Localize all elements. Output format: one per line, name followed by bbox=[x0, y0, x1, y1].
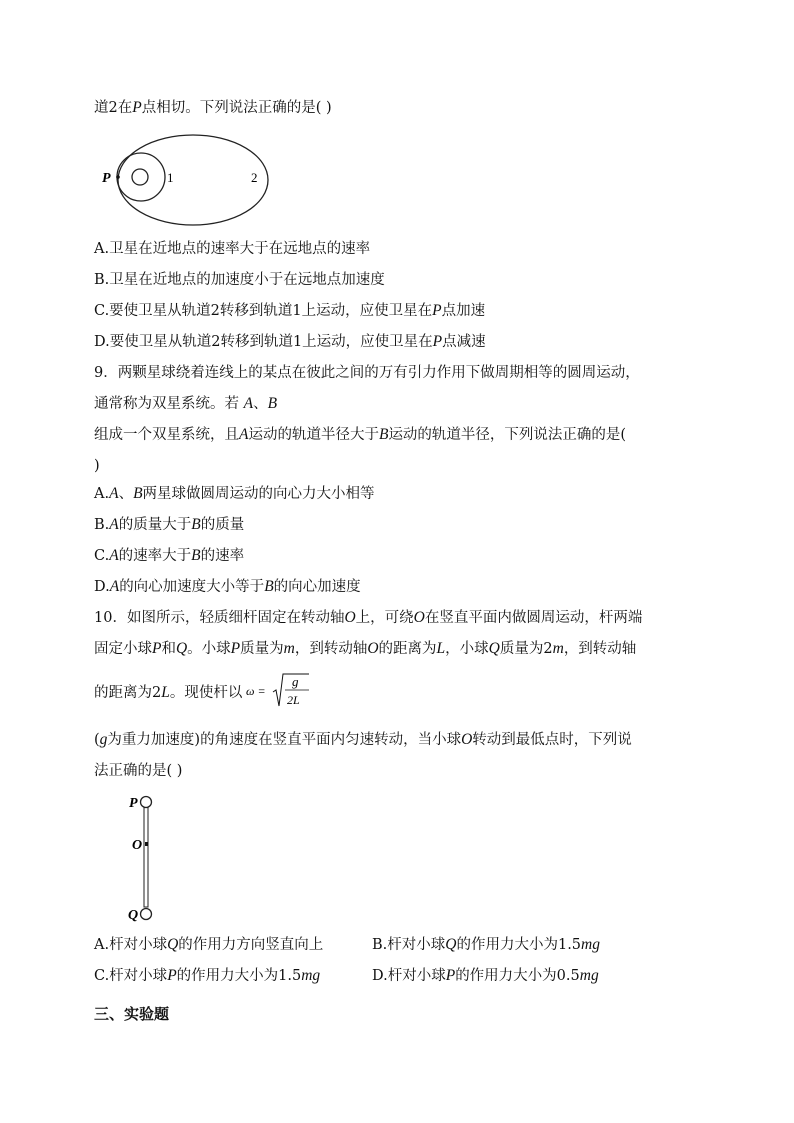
rod-diagram bbox=[98, 790, 198, 925]
math-variable: A bbox=[109, 516, 119, 533]
text-line bbox=[94, 239, 370, 259]
text-segment: C. bbox=[94, 548, 110, 564]
text-segment: 、 bbox=[118, 486, 134, 502]
orbit-diagram bbox=[95, 125, 275, 230]
text-segment: 的距离为2 bbox=[94, 685, 162, 701]
text-line bbox=[94, 98, 332, 118]
text-line bbox=[94, 270, 385, 290]
math-variable: P bbox=[167, 967, 177, 984]
math-variable: L bbox=[161, 684, 170, 701]
math-variable: Q bbox=[167, 936, 179, 953]
formula-lhs: ω = bbox=[246, 684, 266, 698]
math-variable: B bbox=[264, 578, 274, 595]
text-segment: 质量为2 bbox=[499, 641, 553, 657]
text-segment: 通常称为双星系统。若 bbox=[94, 396, 244, 412]
text-line bbox=[94, 546, 244, 566]
text-segment: ( bbox=[94, 732, 100, 748]
text-segment: 点加速 bbox=[441, 303, 486, 319]
math-variable: B bbox=[267, 395, 278, 412]
point-p bbox=[116, 175, 120, 179]
text-segment: 为重力加速度)的角速度在竖直平面内匀速转动，当小球 bbox=[107, 732, 462, 748]
text-segment: A. bbox=[94, 486, 110, 502]
text-segment: D.杆对小球 bbox=[372, 968, 446, 984]
omega-formula bbox=[246, 670, 316, 710]
math-variable: Q bbox=[175, 640, 188, 657]
ball-p bbox=[141, 797, 152, 808]
math-variable: A bbox=[109, 547, 119, 564]
text-segment: 的速率 bbox=[200, 548, 245, 564]
label-orbit-2: 2 bbox=[251, 170, 258, 185]
math-variable: O bbox=[461, 731, 473, 748]
math-variable: O bbox=[413, 609, 425, 626]
math-variable: Q bbox=[488, 640, 500, 657]
text-segment: 转动到最低点时，下列说 bbox=[472, 732, 632, 748]
math-variable: L bbox=[436, 640, 446, 657]
text-segment: C.杆对小球 bbox=[94, 968, 168, 984]
math-variable: B bbox=[133, 485, 143, 502]
math-variable: P bbox=[230, 640, 241, 657]
answer-option bbox=[372, 935, 600, 955]
text-segment: 的质量大于 bbox=[118, 517, 192, 533]
answer-option bbox=[94, 935, 323, 955]
text-line bbox=[94, 639, 636, 659]
answer-option bbox=[94, 966, 320, 986]
text-segment: 、 bbox=[253, 396, 268, 412]
text-segment: 。现使杆以 bbox=[169, 685, 243, 701]
label-p: P bbox=[102, 171, 111, 186]
rod bbox=[144, 807, 148, 907]
ball-q bbox=[141, 909, 152, 920]
text-segment: 的距离为 bbox=[378, 641, 437, 657]
math-variable: B bbox=[191, 516, 201, 533]
section-heading: 三、实验题 bbox=[94, 1005, 170, 1023]
text-segment: 的质量 bbox=[200, 517, 245, 533]
text-segment: 9．两颗星球绕着连线上的某点在彼此之间的万有引力作用下做周期相等的圆周运动， bbox=[94, 365, 640, 381]
text-segment: 点减速 bbox=[442, 334, 486, 350]
label-o: O bbox=[132, 838, 143, 853]
answer-option bbox=[372, 966, 599, 986]
text-segment: A.杆对小球 bbox=[94, 937, 168, 953]
text-line bbox=[94, 425, 626, 445]
text-segment: 的作用力大小为0.5 bbox=[455, 968, 580, 984]
text-segment: 的作用力大小为1.5 bbox=[176, 968, 302, 984]
label-orbit-1: 1 bbox=[167, 170, 174, 185]
text-line bbox=[94, 674, 316, 707]
math-variable: P bbox=[132, 99, 142, 116]
text-segment: 法正确的是( ) bbox=[94, 763, 183, 779]
text-segment: ，到转动轴 bbox=[563, 641, 637, 657]
text-segment: 的作用力大小为1.5 bbox=[456, 937, 582, 953]
math-variable: B bbox=[378, 426, 389, 443]
text-segment: D.要使卫星从轨道2转移到轨道1上运动，应使卫星在 bbox=[94, 334, 433, 350]
math-variable: B bbox=[191, 547, 201, 564]
text-segment: 组成一个双星系统，且 bbox=[94, 427, 239, 443]
text-segment: 的速率大于 bbox=[118, 548, 192, 564]
text-segment: 在竖直平面内做圆周运动，杆两端 bbox=[424, 610, 643, 626]
math-variable: P bbox=[445, 967, 456, 984]
text-line bbox=[94, 608, 642, 628]
text-segment: B. bbox=[94, 517, 110, 533]
text-segment: 道2在 bbox=[94, 100, 133, 116]
text-segment: ，到转动轴 bbox=[294, 641, 368, 657]
text-line bbox=[94, 363, 640, 383]
math-variable: g bbox=[99, 731, 108, 748]
formula-numerator: g bbox=[292, 674, 299, 689]
text-segment: 运动的轨道半径大于 bbox=[248, 427, 379, 443]
math-variable: O bbox=[367, 640, 379, 657]
text-line bbox=[94, 301, 485, 321]
text-line bbox=[94, 515, 244, 535]
text-segment: 固定小球 bbox=[94, 641, 152, 657]
earth bbox=[132, 169, 148, 185]
text-segment: 质量为 bbox=[240, 641, 284, 657]
text-segment: 点相切。下列说法正确的是( ) bbox=[141, 100, 332, 116]
text-segment: 的向心加速度大小等于 bbox=[119, 579, 265, 595]
text-segment: 的作用力方向竖直向上 bbox=[178, 937, 324, 953]
text-line bbox=[94, 577, 361, 597]
math-variable: P bbox=[432, 302, 442, 319]
math-variable: P bbox=[432, 333, 443, 350]
text-segment: 两星球做圆周运动的向心力大小相等 bbox=[142, 486, 375, 502]
text-segment: 。小球 bbox=[187, 641, 231, 657]
math-variable: A bbox=[109, 485, 119, 502]
text-line bbox=[94, 761, 182, 781]
axis-o bbox=[145, 842, 148, 846]
label-q: Q bbox=[128, 908, 139, 923]
text-line bbox=[94, 332, 486, 352]
text-segment: ，小球 bbox=[445, 641, 489, 657]
text-segment: C.要使卫星从轨道2转移到轨道1上运动，应使卫星在 bbox=[94, 303, 433, 319]
text-segment: ) bbox=[94, 458, 100, 474]
text-line bbox=[94, 484, 375, 504]
text-segment: B.卫星在近地点的加速度小于在远地点加速度 bbox=[94, 272, 385, 288]
math-variable: O bbox=[344, 609, 356, 626]
text-segment: 和 bbox=[161, 641, 176, 657]
orbit-1 bbox=[117, 153, 165, 201]
math-variable: mg bbox=[579, 967, 599, 984]
text-line bbox=[94, 730, 632, 750]
math-variable: m bbox=[552, 640, 564, 657]
text-line bbox=[94, 456, 100, 476]
math-variable: mg bbox=[581, 936, 600, 953]
label-p: P bbox=[129, 796, 138, 811]
text-line bbox=[94, 394, 277, 414]
math-variable: A bbox=[243, 395, 254, 412]
math-variable: A bbox=[109, 578, 120, 595]
math-variable: mg bbox=[301, 967, 321, 984]
text-segment: 的向心加速度 bbox=[273, 579, 361, 595]
text-segment: 上，可绕 bbox=[355, 610, 414, 626]
math-variable: m bbox=[283, 640, 295, 657]
math-variable: Q bbox=[445, 936, 457, 953]
text-segment: D. bbox=[94, 579, 110, 595]
orbit-2 bbox=[118, 135, 268, 225]
text-segment: 10．如图所示，轻质细杆固定在转动轴 bbox=[94, 610, 345, 626]
text-segment: A.卫星在近地点的速率大于在远地点的速率 bbox=[94, 241, 371, 257]
math-variable: P bbox=[152, 640, 162, 657]
text-segment: B.杆对小球 bbox=[372, 937, 446, 953]
math-variable: A bbox=[239, 426, 249, 443]
text-segment: 运动的轨道半径，下列说法正确的是( bbox=[388, 427, 627, 443]
formula-denominator: 2L bbox=[287, 693, 301, 707]
